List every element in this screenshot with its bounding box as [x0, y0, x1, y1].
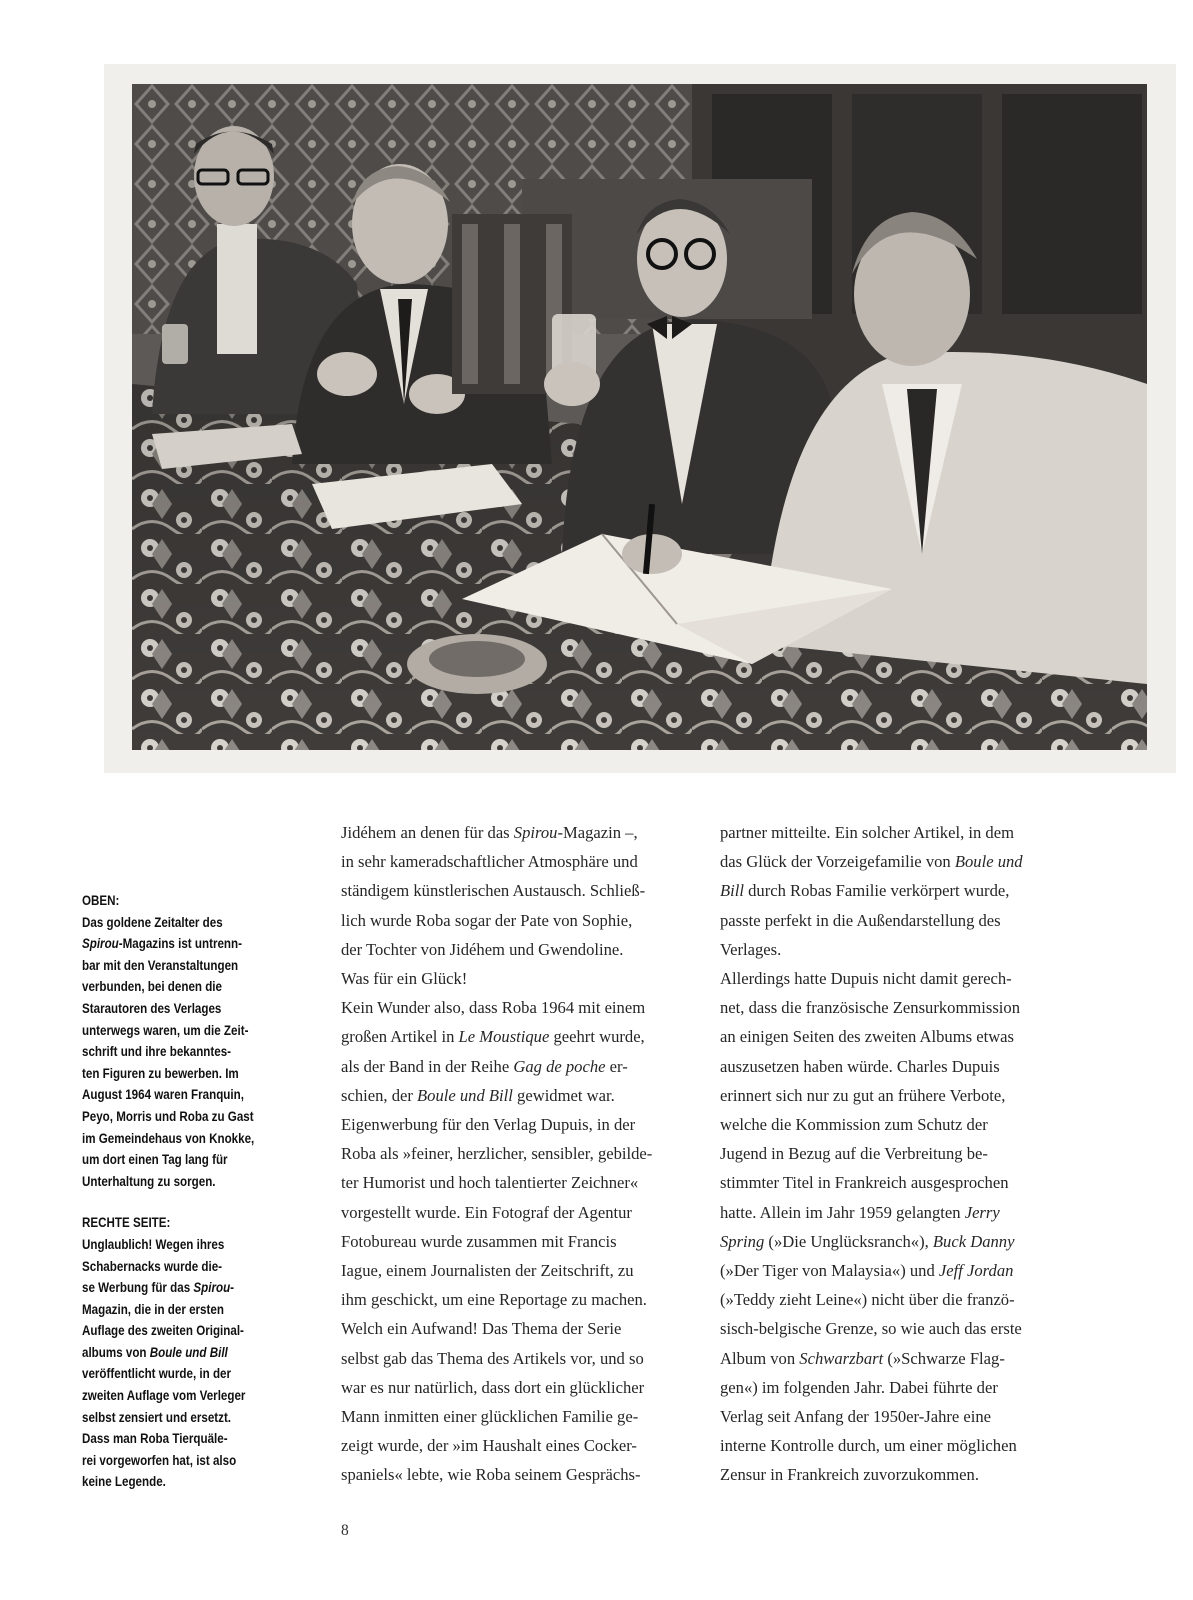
caption-line: selbst zensiert und ersetzt.: [82, 1409, 232, 1425]
text-line: ter Humorist und hoch talentierter Zeichner«: [341, 1173, 639, 1193]
caption-line: Peyo, Morris und Roba zu Gast: [82, 1108, 254, 1124]
text-line: großen Artikel in Le Moustique geehrt wurde,: [341, 1027, 645, 1047]
caption-line: Dass man Roba Tierquäle-: [82, 1431, 228, 1447]
caption-line: um dort einen Tag lang für: [82, 1152, 228, 1168]
text-line: lich wurde Roba sogar der Pate von Sophie,: [341, 910, 633, 930]
caption-line: schrift und ihre bekanntes-: [82, 1044, 232, 1060]
text-line: hatte. Allein im Jahr 1959 gelangten Jerry: [720, 1202, 1000, 1222]
text-line: zeigt wurde, der »im Haushalt eines Cocker-: [341, 1436, 637, 1456]
photo-illustration: [132, 84, 1147, 750]
text-line: Mann inmitten einer glücklichen Familie ge-: [341, 1407, 639, 1427]
text-line: Kein Wunder also, dass Roba 1964 mit einem: [341, 998, 646, 1018]
caption-line: Spirou-Magazins ist untrenn-: [82, 936, 242, 952]
caption-line: verbunden, bei denen die: [82, 979, 222, 995]
text-line: Album von Schwarzbart (»Schwarze Flag-: [720, 1348, 1005, 1368]
caption-heading: RECHTE SEITE:: [82, 1215, 171, 1231]
text-line: schien, der Boule und Bill gewidmet war.: [341, 1085, 615, 1105]
text-line: Allerdings hatte Dupuis nicht damit gerech-: [720, 969, 1012, 989]
text-line: (»Teddy zieht Leine«) nicht über die franzö-: [720, 1290, 1015, 1310]
caption-line: Schabernacks wurde die-: [82, 1258, 223, 1274]
text-line: erinnert sich nur zu gut an frühere Verbote,: [720, 1085, 1006, 1105]
text-line: Was für ein Glück!: [341, 969, 468, 989]
caption-heading: OBEN:: [82, 893, 120, 908]
text-line: passte perfekt in die Außendarstellung des: [720, 910, 1001, 930]
text-line: an einigen Seiten des zweiten Albums etwas: [720, 1027, 1015, 1047]
text-line: ständigem künstlerischen Austausch. Schließ-: [341, 881, 646, 901]
caption-line: unterwegs waren, um die Zeit-: [82, 1022, 249, 1038]
text-line: net, dass die französische Zensurkommission: [720, 998, 1021, 1018]
caption-line: albums von Boule und Bill: [82, 1344, 228, 1360]
text-line: Fotobureau wurde zusammen mit Francis: [341, 1231, 617, 1251]
caption-rechte-seite: [82, 1212, 258, 1493]
text-line: Roba als »feiner, herzlicher, sensibler, gebilde-: [341, 1144, 653, 1164]
caption-line: ten Figuren zu bewerben. Im: [82, 1065, 239, 1081]
caption-line: bar mit den Veranstaltungen: [82, 957, 239, 973]
caption-line: rei vorgeworfen hat, ist also: [82, 1452, 237, 1468]
text-line: interne Kontrolle durch, um einer möglichen: [720, 1436, 1017, 1456]
text-line: Zensur in Frankreich zuvorzukommen.: [720, 1465, 979, 1485]
page-number: 8: [341, 1522, 349, 1539]
photograph: [132, 84, 1147, 750]
text-line: Verlag seit Anfang der 1950er-Jahre eine: [720, 1407, 992, 1427]
body-column-right: [720, 818, 1080, 1490]
text-line: Verlages.: [720, 939, 782, 959]
text-line: (»Der Tiger von Malaysia«) und Jeff Jordan: [720, 1261, 1014, 1281]
text-line: partner mitteilte. Ein solcher Artikel, in dem: [720, 823, 1014, 842]
text-line: welche die Kommission zum Schutz der: [720, 1115, 988, 1135]
text-line: selbst gab das Thema des Artikels vor, und so: [341, 1348, 644, 1368]
caption-line: im Gemeindehaus von Knokke,: [82, 1130, 255, 1146]
text-line: Welch ein Aufwand! Das Thema der Serie: [341, 1319, 622, 1339]
caption-line: Unglaublich! Wegen ihres: [82, 1236, 225, 1252]
text-line: der Tochter von Jidéhem und Gwendoline.: [341, 939, 624, 959]
text-line: als der Band in der Reihe Gag de poche er-: [341, 1056, 628, 1076]
caption-line: keine Legende.: [82, 1474, 166, 1490]
caption-line: se Werbung für das Spirou-: [82, 1280, 235, 1296]
caption-line: Starautoren des Verlages: [82, 1000, 222, 1016]
caption-line: Das goldene Zeitalter des: [82, 914, 223, 930]
text-line: Jidéhem an denen für das Spirou-Magazin –,: [341, 823, 638, 842]
caption-line: zweiten Auflage vom Verleger: [82, 1388, 246, 1404]
caption-line: Magazin, die in der ersten: [82, 1301, 224, 1317]
text-line: spaniels« lebte, wie Roba seinem Gesprächs-: [341, 1465, 641, 1485]
text-line: Jugend in Bezug auf die Verbreitung be-: [720, 1144, 988, 1164]
text-line: Iague, einem Journalisten der Zeitschrift, zu: [341, 1261, 634, 1281]
text-line: Spring (»Die Unglücksranch«), Buck Danny: [720, 1231, 1015, 1251]
caption-sidebar: [82, 890, 258, 1513]
text-line: Eigenwerbung für den Verlag Dupuis, in der: [341, 1115, 636, 1135]
text-line: stimmter Titel in Frankreich ausgesprochen: [720, 1173, 1009, 1193]
text-line: in sehr kameradschaftlicher Atmosphäre und: [341, 852, 638, 872]
caption-line: August 1964 waren Franquin,: [82, 1087, 244, 1103]
text-line: gen«) im folgenden Jahr. Dabei führte der: [720, 1377, 998, 1397]
body-column-middle: [341, 818, 701, 1490]
text-line: das Glück der Vorzeigefamilie von Boule und: [720, 852, 1023, 872]
text-line: war es nur natürlich, dass dort ein glücklicher: [341, 1377, 645, 1397]
caption-line: veröffentlicht wurde, in der: [82, 1366, 232, 1382]
caption-line: Auflage des zweiten Original-: [82, 1323, 244, 1339]
text-line: ihm geschickt, um eine Reportage zu machen.: [341, 1290, 647, 1310]
text-line: sisch-belgische Grenze, so wie auch das erste: [720, 1319, 1022, 1339]
text-line: vorgestellt wurde. Ein Fotograf der Agentur: [341, 1202, 632, 1222]
caption-line: Unterhaltung zu sorgen.: [82, 1173, 216, 1189]
text-line: Bill durch Robas Familie verkörpert wurde,: [720, 881, 1010, 901]
text-line: auszusetzen haben würde. Charles Dupuis: [720, 1056, 1000, 1076]
photo-frame: [104, 64, 1176, 773]
caption-oben: [82, 890, 258, 1192]
